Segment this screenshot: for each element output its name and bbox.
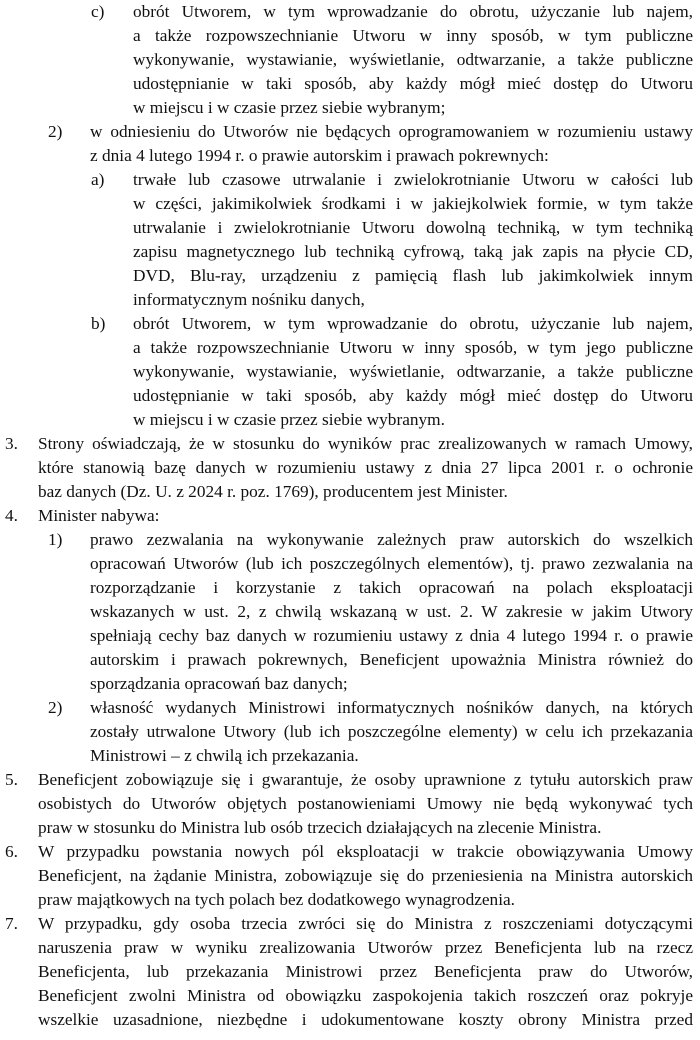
text-line: w odniesieniu do Utworów nie będących oprogramowaniem w rozumieniu ustawy <box>90 122 693 141</box>
text-line: Beneficjent, na żądanie Ministra, zobowiązuje się do przeniesienia na Ministra autorskich <box>38 866 693 885</box>
list-item-level-2 <box>0 696 700 768</box>
text-line: wykonywanie, wystawianie, wyświetlanie, odtwarzanie, a także publiczne <box>133 50 693 69</box>
list-item-label: 1) <box>48 530 63 549</box>
text-line: w części, jakimikolwiek środkami i w jakiejkolwiek formie, w tym także <box>133 194 693 213</box>
text-line: Beneficjenta, lub przekazania Ministrowi przez Beneficjenta praw do Utworów, <box>38 962 693 981</box>
list-item-text <box>38 504 693 528</box>
list-item-label: 2) <box>48 698 63 717</box>
list-item-label: 2) <box>48 122 63 141</box>
text-line: a także rozpowszechnianie Utworu w inny sposób, w tym jego publiczne <box>133 338 693 357</box>
list-item-level-3 <box>0 168 700 312</box>
text-line: zapisu magnetycznego lub techniką cyfrową, taką jak zapis na płycie CD, <box>133 242 693 261</box>
list-item-level-1 <box>0 432 700 504</box>
list-item-level-1 <box>0 504 700 528</box>
list-item-text <box>133 0 693 120</box>
text-line: Minister nabywa: <box>38 506 160 525</box>
list-item-text <box>90 696 693 768</box>
text-line: naruszenia praw w wyniku zrealizowania Utworów przez Beneficjenta lub na rzecz <box>38 938 693 957</box>
text-line: obrót Utworem, w tym wprowadzanie do obrotu, użyczanie lub najem, <box>133 2 693 21</box>
list-item-label: 3. <box>5 434 18 453</box>
text-line: wszelkie uzasadnione, niezbędne i udokumentowane koszty obrony Ministra przed <box>38 1010 693 1029</box>
list-item-label: 5. <box>5 770 18 789</box>
list-item-level-1 <box>0 840 700 912</box>
text-line: a także rozpowszechnianie Utworu w inny sposób, w tym publiczne <box>133 26 693 45</box>
text-line: informatycznym nośniku danych, <box>133 290 365 309</box>
text-line: osobistych do Utworów objętych postanowieniami Umowy nie będą wykonywać tych <box>38 794 693 813</box>
list-item-label: 6. <box>5 842 18 861</box>
list-item-level-2 <box>0 120 700 168</box>
text-line: Beneficjent zobowiązuje się i gwarantuje, że osoby uprawnione z tytułu autorskich praw <box>38 770 693 789</box>
list-item-text <box>133 168 693 312</box>
list-item-label: 4. <box>5 506 18 525</box>
list-item-label: 7. <box>5 914 18 933</box>
text-line: opracowań Utworów (lub ich poszczególnych elementów), tj. prawo zezwalania na <box>90 554 693 573</box>
list-item-level-1 <box>0 912 700 1032</box>
text-line: praw w stosunku do Ministra lub osób trzecich działających na zlecenie Ministra. <box>38 818 602 837</box>
text-line: autorskim i prawach pokrewnych, Beneficjent upoważnia Ministra również do <box>90 650 693 669</box>
text-line: z dnia 4 lutego 1994 r. o prawie autorskim i prawach pokrewnych: <box>90 146 549 165</box>
text-line: prawo zezwalania na wykonywanie zależnych praw autorskich do wszelkich <box>90 530 693 549</box>
text-line: własność wydanych Ministrowi informatycznych nośników danych, na których <box>90 698 693 717</box>
text-line: W przypadku, gdy osoba trzecia zwróci się do Ministra z roszczeniami dotyczącymi <box>38 914 693 933</box>
text-line: spełniają cechy baz danych w rozumieniu ustawy z dnia 4 lutego 1994 r. o prawie <box>90 626 693 645</box>
text-line: w miejscu i w czasie przez siebie wybranym. <box>133 410 445 429</box>
text-line: udostępnianie w taki sposób, aby każdy mógł mieć dostęp do Utworu <box>133 386 693 405</box>
list-item-label: a) <box>91 170 105 189</box>
text-line: rozporządzanie i korzystanie z takich opracowań na polach eksploatacji <box>90 578 693 597</box>
text-line: w miejscu i w czasie przez siebie wybranym; <box>133 98 446 117</box>
text-line: utrwalanie i zwielokrotnianie Utworu dowolną techniką, w tym techniką <box>133 218 693 237</box>
list-item-text <box>90 528 693 696</box>
text-line: wykonywanie, wystawianie, wyświetlanie, odtwarzanie, a także publiczne <box>133 362 693 381</box>
text-line: Strony oświadczają, że w stosunku do wyników prac zrealizowanych w ramach Umowy, <box>38 434 693 453</box>
text-line: trwałe lub czasowe utrwalanie i zwielokrotnianie Utworu w całości lub <box>133 170 693 189</box>
list-item-text <box>38 768 693 840</box>
list-item-level-2 <box>0 528 700 696</box>
text-line: baz danych (Dz. U. z 2024 r. poz. 1769), producentem jest Minister. <box>38 482 508 501</box>
list-item-text <box>38 432 693 504</box>
list-item-text <box>38 840 693 912</box>
text-line: Ministrowi – z chwilą ich przekazania. <box>90 746 359 765</box>
text-line: zostały utrwalone Utwory (lub ich poszczególne elementy) w celu ich przekazania <box>90 722 693 741</box>
text-line: wskazanych w ust. 2, z chwilą wskazaną w ust. 2. W zakresie w jakim Utwory <box>90 602 693 621</box>
list-item-level-3 <box>0 0 700 120</box>
list-item-text <box>133 312 693 432</box>
list-item-text <box>90 120 693 168</box>
list-item-label: b) <box>91 314 106 333</box>
text-line: obrót Utworem, w tym wprowadzanie do obrotu, użyczanie lub najem, <box>133 314 693 333</box>
text-line: DVD, Blu-ray, urządzeniu z pamięcią flash lub jakimkolwiek innym <box>133 266 693 285</box>
list-item-level-1 <box>0 768 700 840</box>
text-line: udostępnianie w taki sposób, aby każdy mógł mieć dostęp do Utworu <box>133 74 693 93</box>
list-item-label: c) <box>91 2 105 21</box>
text-line: W przypadku powstania nowych pól eksploatacji w trakcie obowiązywania Umowy <box>38 842 693 861</box>
list-item-level-3 <box>0 312 700 432</box>
text-line: sporządzania opracowań baz danych; <box>90 674 348 693</box>
list-item-text <box>38 912 693 1032</box>
text-line: praw majątkowych na tych polach bez dodatkowego wynagrodzenia. <box>38 890 515 909</box>
text-line: które stanowią bazę danych w rozumieniu ustawy z dnia 27 lipca 2001 r. o ochronie <box>38 458 693 477</box>
text-line: Beneficjent zwolni Ministra od obowiązku zaspokojenia takich roszczeń oraz pokryje <box>38 986 693 1005</box>
